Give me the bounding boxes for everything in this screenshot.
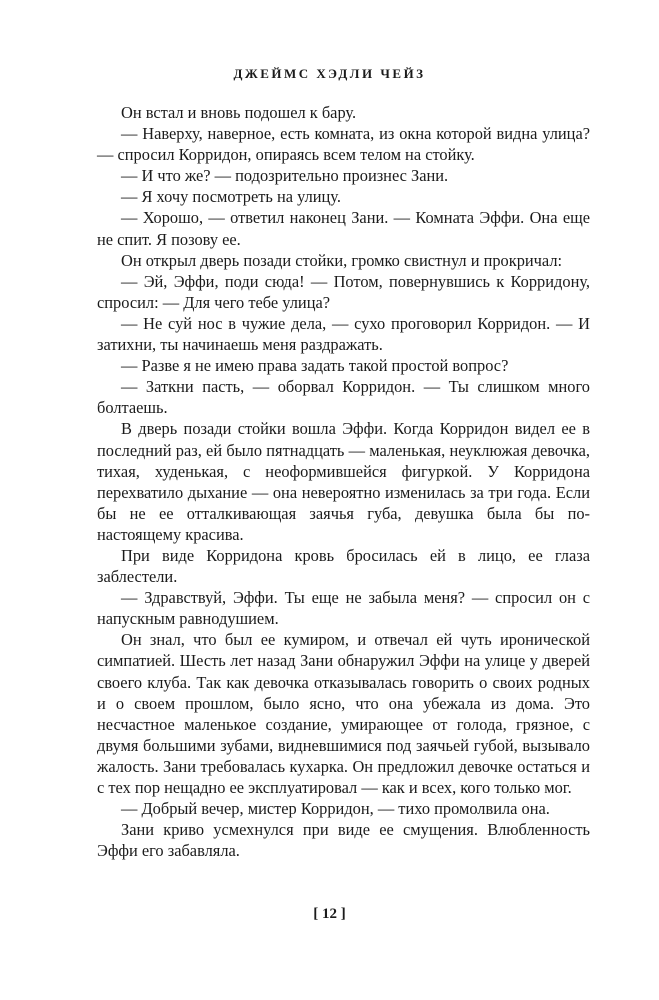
body-text: [97, 102, 590, 861]
paragraph: — И что же? — подозрительно произнес Зани.: [121, 166, 449, 186]
paragraph: — Я хочу посмотреть на улицу.: [121, 187, 341, 207]
paragraph: — Наверху, наверное, есть комната, из окна которой видна улица? — спросил Корридон, опираясь всем телом на стойку.: [97, 124, 590, 165]
paragraph: В дверь позади стойки вошла Эффи. Когда Корридон видел ее в последний раз, ей было пятнадцать — маленькая, неуклюжая девочка, тихая, худенькая, с неоформившейся фигуркой. У Корридона перехватило дыхание — она невероятно изменилась за три года. Если бы не ее отталкивающая заячья губа, девушка была бы по-настоящему красива.: [97, 419, 590, 544]
paragraph: Зани криво усмехнулся при виде ее смущения. Влюбленность Эффи его забавляла.: [97, 820, 590, 861]
paragraph: — Здравствуй, Эффи. Ты еще не забыла меня? — спросил он с напускным равнодушием.: [97, 588, 590, 629]
paragraph: — Разве я не имею права задать такой простой вопрос?: [121, 356, 509, 376]
paragraph: При виде Корридона кровь бросилась ей в лицо, ее глаза заблестели.: [97, 545, 590, 587]
paragraph: — Хорошо, — ответил наконец Зани. — Комната Эффи. Она еще не спит. Я позову ее.: [97, 208, 590, 249]
running-header: ДЖЕЙМС ХЭДЛИ ЧЕЙЗ: [233, 66, 426, 81]
page-number: [ 12 ]: [313, 906, 346, 922]
paragraph: — Добрый вечер, мистер Корридон, — тихо промолвила она.: [121, 799, 550, 819]
paragraph: — Эй, Эффи, поди сюда! — Потом, повернувшись к Корридону, спросил: — Для чего тебе улица?: [97, 271, 590, 312]
paragraph: Он знал, что был ее кумиром, и отвечал ей чуть иронической симпатией. Шесть лет назад Зани обнаружил Эффи на улице у дверей своего клуба. Так как девочка отказывалась говорить о своих родных и о своем прошлом, было ясно, что она убежала из дома. Это несчастное маленькое создание, умирающее от голода, грязное, с двумя большими зубами, видневшимися под заячьей губой, вызывало жалость. Зани требовалась кухарка. Он предложил девочке остаться и с тех пор нещадно ее эксплуатировал — как и всех, кого только мог.: [97, 630, 590, 797]
paragraph: — Не суй нос в чужие дела, — сухо проговорил Корридон. — И затихни, ты начинаешь меня раздражать.: [97, 313, 590, 355]
paragraph: Он открыл дверь позади стойки, громко свистнул и прокричал:: [121, 250, 563, 270]
paragraph: — Заткни пасть, — оборвал Корридон. — Ты слишком много болтаешь.: [97, 377, 590, 418]
paragraph: Он встал и вновь подошел к бару.: [121, 103, 357, 122]
